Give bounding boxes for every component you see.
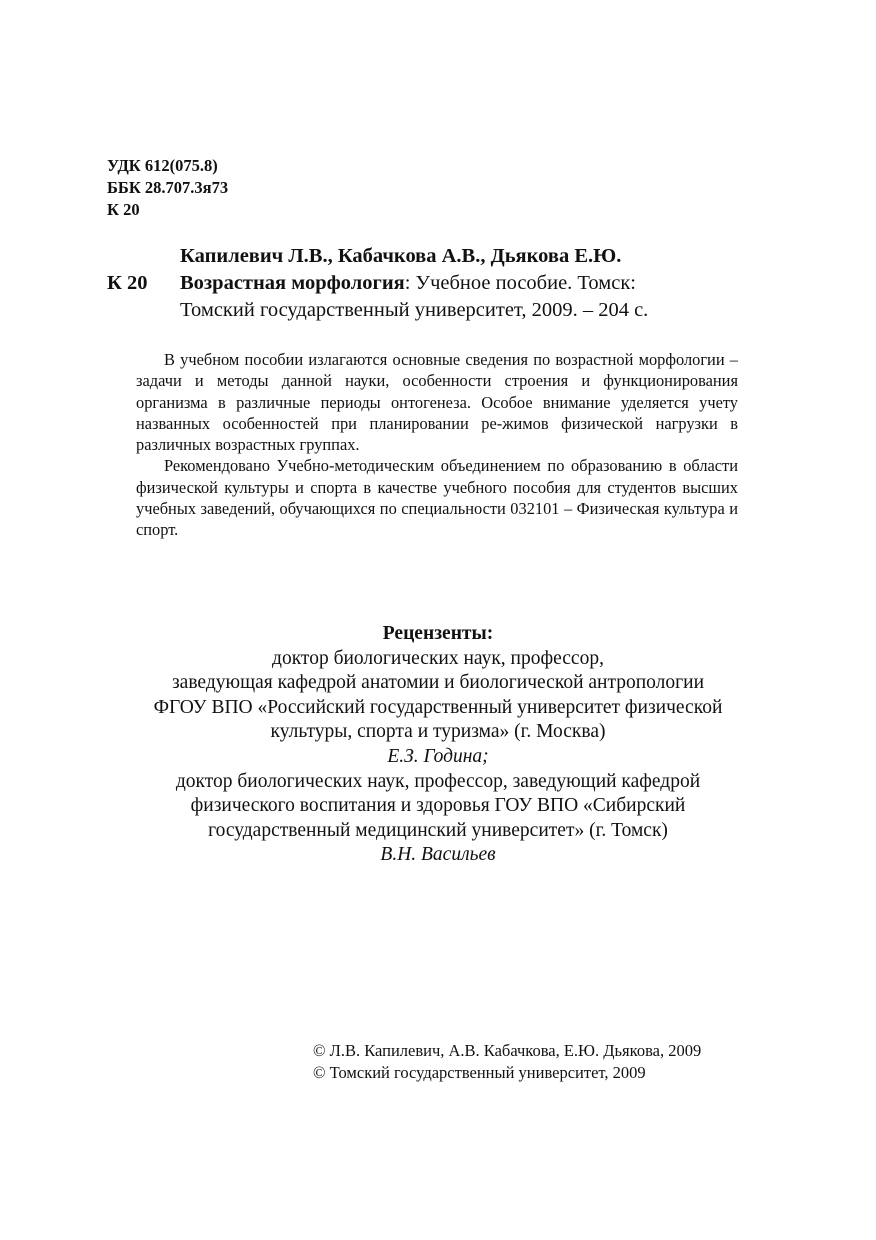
reviewer1-name: Е.З. Година;	[387, 745, 489, 767]
udk-code: УДК 612(075.8)	[107, 156, 218, 175]
reviewer2-name: В.Н. Васильев	[380, 844, 496, 866]
reviewer2-line: физического воспитания и здоровья ГОУ ВПО «Сибирский	[190, 795, 686, 817]
abstract-paragraph-1: В учебном пособии излагаются основные сведения по возрастной морфологии – задачи и методы данной науки, особенности строения и функционирования организма в различные периоды онтогенеза. Особое внимание уделяется учету названных особенностей при планировании ре-жимов физической нагрузки в различных возрастных группах.	[136, 350, 738, 455]
title-line	[107, 270, 767, 297]
bibliographic-record	[107, 243, 767, 324]
abstract-paragraph-2: Рекомендовано Учебно-методическим объединением по образованию в области физической культуры и спорта в качестве учебного пособия для студентов высших учебных заведений, обучающихся по специальности 032101 – Физическая культура и спорт.	[136, 456, 738, 540]
reviewers-block	[100, 622, 776, 868]
copyright-block	[313, 1040, 701, 1083]
publisher-line: Томский государственный университет, 2009. – 204 с.	[180, 299, 649, 321]
reviewer1-line: культуры, спорта и туризма» (г. Москва)	[270, 721, 606, 743]
reviewer2-line: доктор биологических наук, профессор, заведующий кафедрой	[175, 770, 701, 792]
reviewer1-line: ФГОУ ВПО «Российский государственный университет физической	[153, 696, 723, 718]
classification-codes	[107, 155, 228, 221]
copyright-university: © Томский государственный университет, 2009	[313, 1062, 646, 1082]
bbk-code: ББК 28.707.3я73	[107, 178, 229, 197]
reviewer2-line: государственный медицинский университет» (г. Томск)	[208, 819, 668, 841]
reviewer1-line: доктор биологических наук, профессор,	[272, 647, 604, 669]
cipher: К 20	[107, 272, 148, 294]
copyright-authors: © Л.В. Капилевич, А.В. Кабачкова, Е.Ю. Дьякова, 2009	[313, 1041, 702, 1060]
book-subtitle: : Учебное пособие. Томск:	[404, 272, 636, 294]
authors-line: Капилевич Л.В., Кабачкова А.В., Дьякова Е.Ю.	[180, 245, 622, 267]
reviewers-heading: Рецензенты:	[382, 623, 494, 644]
abstract	[136, 349, 738, 541]
reviewer1-line: заведующая кафедрой анатомии и биологической антропологии	[171, 672, 705, 694]
author-mark: К 20	[107, 200, 140, 219]
book-title: Возрастная морфология	[180, 272, 405, 294]
